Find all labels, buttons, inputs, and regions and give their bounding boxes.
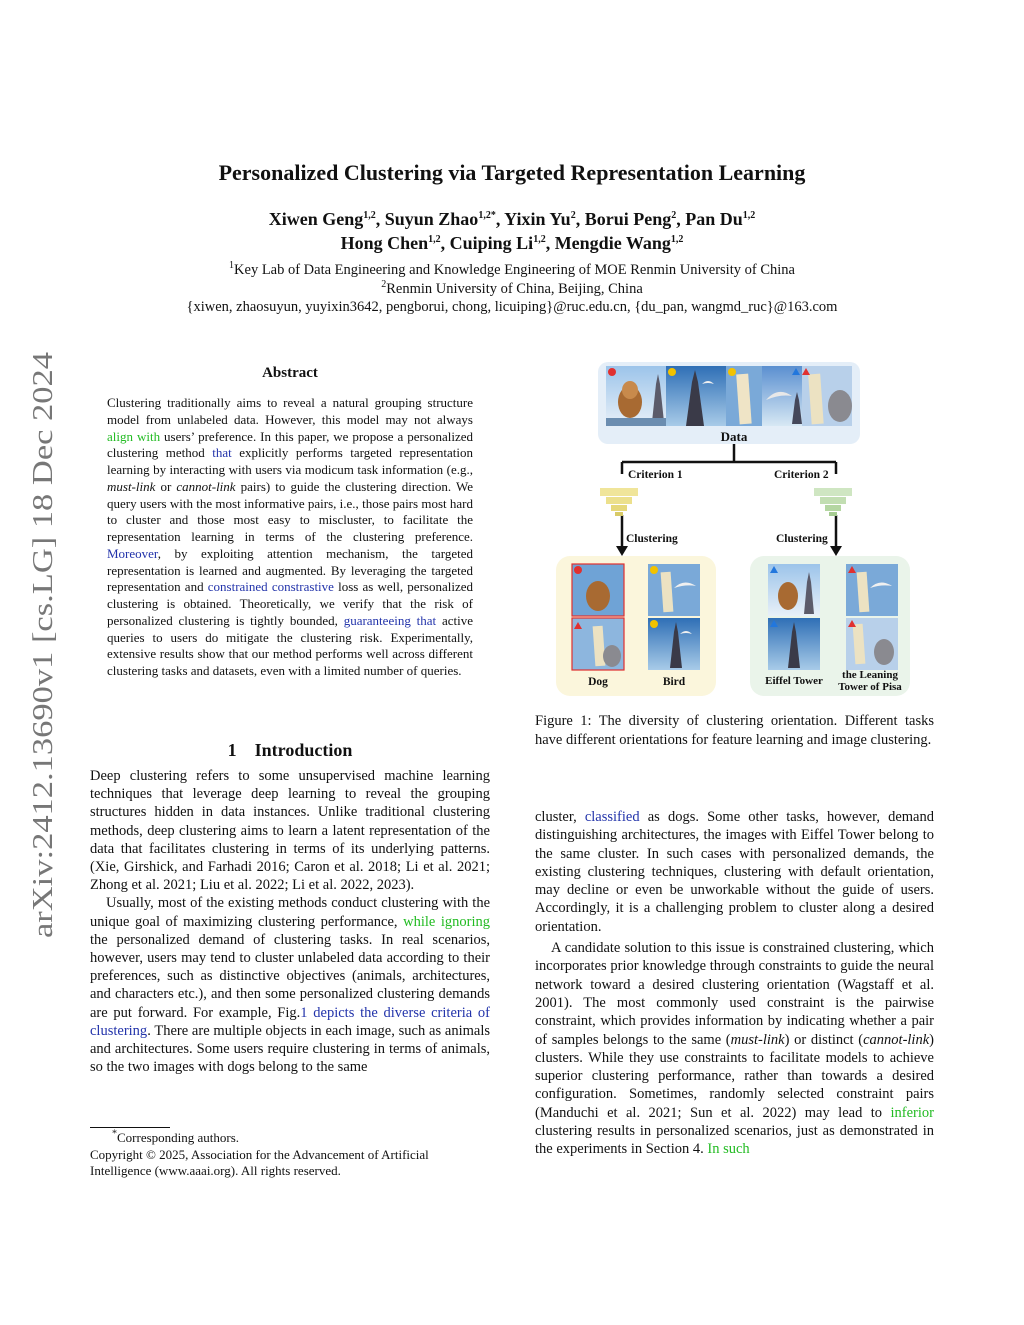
author-sup: 1,2: [428, 234, 441, 245]
paragraph: [535, 939, 934, 1159]
marker-yellow: [668, 368, 676, 376]
funnel-icon: [600, 488, 638, 516]
copyright-notice: Copyright © 2025, Association for the Advancement of Artificial Intelligence (www.aaai.org). All rights reserved.: [90, 1146, 429, 1178]
paragraph: [90, 894, 490, 1076]
footnotes: [90, 1130, 490, 1180]
author-name: Xiwen Geng: [268, 209, 364, 229]
cluster-pisa-label-1: the Leaning: [842, 669, 898, 681]
abstract-text: [107, 395, 473, 680]
cluster-pisa-label-2: Tower of Pisa: [838, 681, 902, 693]
highlight-blue: classified: [584, 809, 640, 825]
author-sup: 1,2*: [478, 210, 496, 221]
clustering-label-2: Clustering: [776, 533, 828, 545]
italic-term: must-link: [107, 478, 156, 494]
abstract-heading: Abstract: [262, 365, 318, 381]
data-image-strip: [606, 366, 852, 426]
author-name: Hong Chen: [340, 233, 429, 253]
text-run: , by exploiting attention mechanism, the targeted representation is learned and augmented. By leveraging the targeted representation and: [107, 545, 473, 595]
italic-term: must-link: [730, 1031, 785, 1048]
section-title: Introduction: [254, 740, 353, 760]
author-name: Cuiping Li: [449, 233, 534, 253]
text-run: loss as well, personalized clustering is obtained. Theoretically, we verify that the risk of personalized clustering is tightly bounded,: [107, 579, 473, 628]
text-run: as dogs. Some other tasks, however, demand distinguishing architectures, the images with Eiffel Tower belong to the same cluster. In such cases with personalized demands, the existing clustering techniques, clustering with default orientation, may decline or even be unworkable without the guide of users. Accordingly, it is a challenging problem to cluster along a desired orientation.: [535, 809, 934, 935]
section-heading-introduction: [90, 740, 490, 761]
text-run: or: [155, 478, 177, 494]
author-name: Mengdie Wang: [554, 233, 671, 253]
arxiv-stamp-svg: [14, 350, 64, 940]
author-sup: 1,2: [363, 210, 376, 221]
highlight-green: while ignoring: [403, 913, 490, 930]
author-sup: 2: [671, 210, 677, 221]
affiliation-text: Key Lab of Data Engineering and Knowledge Engineering of MOE Renmin University of China: [234, 262, 795, 278]
highlight-blue: Moreover: [107, 545, 158, 561]
data-label: Data: [720, 429, 748, 444]
author-block: [0, 207, 1024, 255]
paragraph: Deep clustering refers to some unsupervised machine learning techniques that leverage deep learning to reveal the grouping structures hidden in data instances. Unlike traditional clustering methods, deep clustering aims to learn a latent representation of the data that facilitates clustering in terms of its underlying patterns. (Xie, Girshick, and Farhadi 2016; Caron et al. 2018; Li et al. 2021; Zhong et al. 2021; Liu et al. 2022; Li et al. 2022, 2023).: [90, 768, 490, 894]
figure-1-caption: Figure 1: The diversity of clustering orientation. Different tasks have different orientations for feature learning and image clustering.: [535, 713, 934, 748]
introduction-body: [90, 767, 490, 1076]
highlight-blue: guaranteeing that: [343, 612, 437, 628]
cluster-eiffel-label: Eiffel Tower: [765, 675, 823, 687]
cluster-eiffel: [765, 564, 823, 687]
cluster-dog-label: Dog: [588, 676, 608, 688]
footnote-text: Corresponding authors.: [117, 1130, 240, 1145]
funnel-icon: [814, 488, 852, 516]
text-run: users’ preference. In this paper, we propose a personalized clustering method: [107, 428, 473, 461]
paper-title: Personalized Clustering via Targeted Representation Learning: [218, 160, 806, 185]
cluster-pisa: [838, 564, 902, 693]
affiliation-text: Renmin University of China, Beijing, China: [386, 280, 643, 297]
italic-term: cannot-link: [863, 1031, 930, 1048]
highlight-green: In such: [707, 1141, 750, 1158]
text-run: Clustering traditionally aims to reveal a natural grouping structure model from unlabeled data. However, this model may not always: [107, 395, 473, 427]
criterion-2-label: Criterion 2: [774, 469, 829, 481]
affiliation-sup: 2: [381, 278, 387, 290]
affiliation-sup: 1: [229, 260, 235, 272]
author-line-1: Xiwen Geng$^{1,2}$, Suyun Zhao$^{1,2*}$, Yixin Yu$^2$, Borui Peng$^2$, Pan Du$^{1,2}$: [268, 209, 756, 229]
text-run: ) clusters. While they use constraints to facilitate models to achieve superior clustering performance, rather than towards a desired configuration. Sometimes, randomly selected constraint pairs (Manduchi et al. 2021; Sun et al. 2022) may lead to: [535, 1031, 934, 1121]
footnote-rule: [90, 1127, 170, 1128]
arxiv-stamp: [14, 350, 64, 940]
cat-shape: [828, 390, 852, 422]
text-run: the personalized demand of clustering tasks. In real scenarios, however, users may tend to cluster unlabeled data according to their preferences, such as distinctive objectives (animals, architectures, and characters etc.), and then some personalized clustering demands are put forward. For example, Fig.: [90, 931, 490, 1021]
author-emails: {xiwen, zhaosuyun, yuyixin3642, pengborui, chong, licuiping}@ruc.edu.cn, {du_pan, wangmd_ruc}@163.com: [186, 299, 838, 315]
italic-term: cannot-link: [176, 478, 236, 494]
highlight-blue: that: [212, 445, 232, 461]
highlight-blue: constrained constrastive: [207, 579, 334, 595]
marker-yellow: [728, 368, 736, 376]
cluster-bird-label: Bird: [662, 676, 686, 688]
affiliations: [0, 261, 1024, 317]
marker-red: [608, 368, 616, 376]
author-sup: 2: [570, 210, 576, 221]
text-run: A candidate solution to this issue is constrained clustering, which incorporates prior knowledge through constraints to guide the neural network toward a desired clustering orientation (Wagstaff et al. 2001). The most commonly used constraint is the pairwise constraint, which provides information by indicating whether a pair of samples belongs to the same (: [535, 940, 934, 1048]
author-name: Yixin Yu: [504, 209, 571, 229]
figure-ref-link[interactable]: 1: [300, 1004, 308, 1021]
arrow-head: [616, 546, 628, 556]
text-run: active queries to users do mitigate the clustering risk. Experimentally, extensive results show that our method performs well across different clustering tasks and datasets, even with a limited number of queries.: [107, 612, 473, 678]
author-sup: 1,2: [742, 210, 756, 221]
footnote-corresponding: *Corresponding authors.: [112, 1128, 240, 1145]
criterion-1-label: Criterion 1: [628, 469, 683, 481]
text-run: . There are multiple objects in each image, such as animals and architectures. Some users require clustering in terms of animals, so the two images with dogs belong to the same: [90, 1022, 490, 1076]
text-run: explicitly performs targeted representation learning by interacting with users via modicum task information (e.g.,: [107, 445, 473, 477]
affiliation-2: [0, 280, 1024, 299]
author-name: Suyun Zhao: [384, 209, 479, 229]
text-run: ) or distinct (: [784, 1031, 864, 1048]
author-sup: 1,2: [670, 234, 684, 245]
cluster-bird: [648, 564, 700, 688]
arxiv-stamp-text: arXiv:2412.13690v1 [cs.LG] 18 Dec 2024: [27, 445, 59, 938]
highlight-blue: depicts the diverse criteria of clustering: [90, 1004, 490, 1039]
text-run: cluster,: [535, 809, 585, 825]
text-run: pairs) to guide the clustering direction. We query users with the most informative pairs, i.e., those pairs most hard to cluster and those most easy to miscluster, to facilitate the representation learning in terms of the clustering preference.: [107, 478, 473, 544]
affiliation-1: [0, 261, 1024, 280]
author-sup: 1,2: [533, 234, 546, 245]
text-run: clustering results in personalized scenarios, just as demonstrated in the experiments in Section 4.: [535, 1123, 934, 1158]
author-name: Borui Peng: [584, 209, 672, 229]
figure-1-diagram: [552, 360, 914, 700]
text-run: Usually, most of the existing methods conduct clustering with the unique goal of maximizing clustering performance,: [90, 895, 490, 930]
author-name: Pan Du: [685, 209, 743, 229]
author-line-2: Hong Chen$^{1,2}$, Cuiping Li$^{1,2}$, Mengdie Wang$^{1,2}$: [340, 233, 684, 253]
highlight-green: align with: [107, 428, 161, 444]
section-number: 1: [227, 740, 237, 760]
cluster-dog: [572, 564, 624, 688]
arrow-head: [830, 546, 842, 556]
clustering-label-1: Clustering: [626, 533, 678, 545]
highlight-green: inferior: [890, 1104, 934, 1121]
figure-1: [552, 360, 914, 700]
paragraph: [535, 808, 934, 936]
right-column-body: [535, 808, 934, 1159]
